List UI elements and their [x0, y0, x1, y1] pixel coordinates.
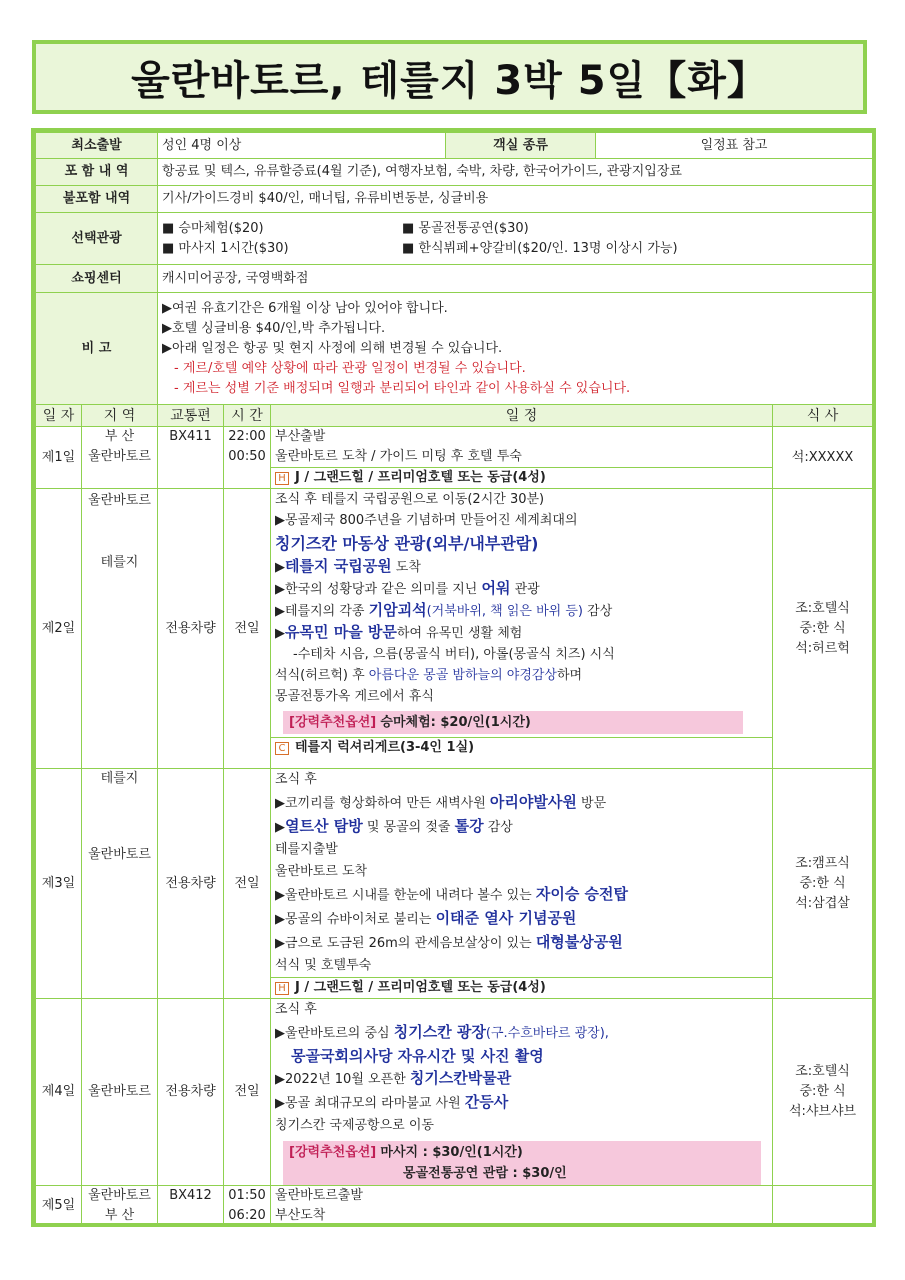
time-line: 06:20	[228, 1208, 266, 1223]
day4-time: 전일	[224, 999, 271, 1186]
text: ▶금으로 도금된 26m의 관세음보살상이 있는	[275, 936, 536, 951]
region-line: 울란바토르	[88, 449, 151, 464]
include-label: 포 함 내 역	[36, 159, 158, 186]
text: 석식(허르헉) 후	[275, 668, 369, 683]
note-line: ▶여권 유효기간은 6개월 이상 남아 있어야 합니다.	[162, 300, 448, 316]
region-line: 테를지	[100, 555, 139, 570]
place-name: 칭기스칸박물관	[409, 1069, 512, 1087]
meal-line: 조:호텔식	[795, 600, 850, 616]
options-value	[158, 213, 873, 265]
exclude-value: 기사/가이드경비 $40/인, 매너팁, 유류비변동분, 싱글비용	[158, 186, 873, 213]
meal-line: 중:한 식	[799, 875, 846, 891]
time-line: 00:50	[228, 449, 266, 464]
hotel-name: J / 그랜드힐 / 프리미엄호텔 또는 동급(4성)	[295, 980, 546, 995]
place-name: 간등사	[464, 1093, 509, 1111]
region-line: 울란바토르	[88, 1188, 151, 1203]
region-line: 울란바토르	[88, 493, 151, 508]
text: ▶몽골 최대규모의 라마불교 사원	[275, 1096, 465, 1111]
time-line: 22:00	[228, 429, 266, 444]
note-line-red: - 게르는 성별 기준 배정되며 일행과 분리되어 타인과 같이 사용하실 수 있습니다.	[174, 380, 631, 396]
schedule-line: 조식 후 테를지 국립공원으로 이동(2시간 30분)	[275, 492, 545, 507]
option-lead: [강력추천옵션]	[289, 1145, 377, 1160]
schedule-line: ▶몽골제국 800주년을 기념하며 만들어진 세계최대의	[275, 513, 578, 528]
place-name: 아리야발사원	[489, 793, 577, 811]
itinerary-table	[35, 132, 873, 1227]
day3-label: 제3일	[36, 769, 82, 999]
schedule-line	[275, 931, 768, 955]
text: ▶울란바토르의 중심	[275, 1026, 394, 1041]
region-line: 울란바토르	[88, 847, 151, 862]
day4-lines	[275, 999, 768, 1185]
day3-schedule	[271, 769, 773, 999]
text: 방문	[576, 796, 607, 811]
info-row-include	[36, 159, 873, 186]
header-day: 일 자	[36, 405, 82, 427]
schedule-line	[275, 1021, 768, 1045]
day5-region	[82, 1186, 158, 1227]
schedule-line: 울란바토르 도착 / 가이드 미팅 후 호텔 투숙	[275, 449, 522, 464]
day1-hotel	[271, 467, 772, 488]
schedule-line	[275, 907, 768, 931]
schedule-line: 칭기스칸 국제공항으로 이동	[275, 1118, 434, 1133]
option-item: ■ 마사지 1시간($30)	[162, 240, 289, 256]
schedule-line	[275, 1067, 768, 1091]
text: (거북바위, 책 읽은 바위 등)	[426, 604, 583, 619]
text: ▶테를지의 각종	[275, 604, 369, 619]
text: 관광	[510, 582, 540, 597]
day3-transport: 전용차량	[158, 769, 224, 999]
schedule-line	[275, 556, 768, 578]
day1-time	[224, 427, 271, 489]
meal-line: 석:샤브샤브	[788, 1104, 857, 1119]
schedule-line	[275, 665, 768, 686]
schedule-line: 몽골전통가옥 게르에서 휴식	[275, 689, 434, 704]
schedule-line: 테를지출발	[275, 842, 338, 857]
schedule-highlight: 몽골국회의사당 자유시간 및 사진 촬영	[291, 1047, 544, 1065]
text: ▶코끼리를 형상화하여 만든 새벽사원	[275, 796, 490, 811]
bullet: ▶	[275, 560, 286, 575]
min-departure-value: 성인 4명 이상	[158, 133, 446, 159]
schedule-line	[275, 622, 768, 644]
schedule-line	[275, 600, 768, 622]
region-line: 테를지	[100, 771, 139, 786]
text: ▶한국의 성황당과 같은 의미를 지닌	[275, 582, 482, 597]
text: ▶울란바토르 시내를 한눈에 내려다 볼수 있는	[275, 888, 536, 903]
schedule-line: 조식 후	[275, 1002, 317, 1017]
text: 도착	[391, 560, 421, 575]
day3-hotel	[271, 977, 772, 998]
notes-label: 비 고	[36, 293, 158, 405]
schedule-line: -수테차 시음, 으름(몽골식 버터), 아롤(몽골식 치즈) 시식	[293, 647, 615, 662]
day2-region	[82, 489, 158, 769]
day4-option-box	[275, 1141, 768, 1185]
day5-schedule	[271, 1186, 773, 1227]
day2-row	[36, 489, 873, 769]
day4-meal	[773, 999, 873, 1186]
place-name: 이태준 열사 기념공원	[435, 909, 577, 927]
schedule-line: 부산출발	[275, 429, 326, 444]
room-type-label: 객실 종류	[446, 133, 596, 159]
hotel-name: J / 그랜드힐 / 프리미엄호텔 또는 동급(4성)	[295, 470, 546, 485]
page-title: 울란바토르, 테를지 3박 5일【화】	[131, 57, 768, 104]
day2-meal	[773, 489, 873, 769]
exclude-label: 불포함 내역	[36, 186, 158, 213]
schedule-line	[275, 883, 768, 907]
schedule-line	[275, 578, 768, 600]
option-item: ■ 한식뷔페+양갈비($20/인. 13명 이상시 가능)	[402, 240, 678, 256]
meal-line: 중:한 식	[799, 620, 846, 636]
text: (구.수흐바타르 광장),	[485, 1026, 609, 1041]
day2-option-box	[275, 711, 768, 734]
day1-meal: 석:XXXXX	[773, 427, 873, 489]
note-line: ▶아래 일정은 항공 및 현지 사정에 의해 변경될 수 있습니다.	[162, 340, 503, 356]
day1-schedule	[271, 427, 773, 489]
hotel-icon: H	[275, 982, 289, 995]
option-item: ■ 몽골전통공연($30)	[402, 220, 529, 236]
day5-row	[36, 1186, 873, 1227]
option-item: ■ 승마체험($20)	[162, 220, 264, 236]
options-label: 선택관광	[36, 213, 158, 265]
schedule-line: 울란바토르 도착	[275, 864, 368, 879]
schedule-line	[275, 1091, 768, 1115]
header-meal: 식 사	[773, 405, 873, 427]
camp-icon: C	[275, 742, 289, 755]
info-row-options	[36, 213, 873, 265]
day1-label: 제1일	[36, 427, 82, 489]
bullet: ▶	[275, 820, 286, 835]
schedule-line: 울란바토르출발	[275, 1188, 363, 1203]
text: 아름다운 몽골 밤하늘의 야경감상	[368, 668, 557, 683]
day3-meal	[773, 769, 873, 999]
place-name: 톨강	[454, 817, 484, 835]
notes-value	[158, 293, 873, 405]
text: 및 몽골의 젖줄	[362, 820, 455, 835]
day4-label: 제4일	[36, 999, 82, 1186]
day5-time	[224, 1186, 271, 1227]
option-text: 몽골전통공연 관람 : $30/인	[403, 1166, 567, 1181]
place-name: 유목민 마을 방문	[285, 623, 397, 641]
note-line-red: - 게르/호텔 예약 상황에 따라 관광 일정이 변경될 수 있습니다.	[174, 360, 526, 376]
min-departure-label: 최소출발	[36, 133, 158, 159]
info-row-shopping	[36, 265, 873, 293]
title-banner	[32, 40, 867, 114]
meal-line: 조:호텔식	[795, 1064, 850, 1079]
place-name: 칭기스칸 광장	[393, 1023, 486, 1041]
day1-region	[82, 427, 158, 489]
meal-line: 석:삼겹살	[795, 895, 850, 911]
day1-row	[36, 427, 873, 489]
place-name: 기암괴석	[368, 601, 427, 619]
room-type-value: 일정표 참고	[596, 133, 873, 159]
place-name: 열트산 탐방	[285, 817, 363, 835]
day4-region: 울란바토르	[82, 999, 158, 1186]
region-line: 부 산	[104, 1208, 135, 1223]
hotel-name: 테를지 럭셔리게르(3-4인 1실)	[295, 740, 475, 755]
meal-line: 조:캠프식	[795, 855, 850, 871]
text: ▶몽골의 슈바이처로 불리는	[275, 912, 436, 927]
time-line: 01:50	[228, 1188, 266, 1203]
day3-row	[36, 769, 873, 999]
include-value: 항공료 및 텍스, 유류할증료(4월 기준), 여행자보험, 숙박, 차량, 한국어가이드, 관광지입장료	[158, 159, 873, 186]
note-line: ▶호텔 싱글비용 $40/인,박 추가됩니다.	[162, 320, 386, 336]
day4-transport: 전용차량	[158, 999, 224, 1186]
day1-transport: BX411	[158, 427, 224, 489]
header-schedule: 일 정	[271, 405, 773, 427]
header-region: 지 역	[82, 405, 158, 427]
place-name: 어워	[481, 579, 511, 597]
meal-line: 중:한 식	[799, 1084, 846, 1099]
schedule-header-row	[36, 405, 873, 427]
day3-time: 전일	[224, 769, 271, 999]
day2-schedule	[271, 489, 773, 769]
schedule-line	[275, 791, 768, 815]
day5-label: 제5일	[36, 1186, 82, 1227]
day5-transport: BX412	[158, 1186, 224, 1227]
text: 감상	[483, 820, 513, 835]
shopping-label: 쇼핑센터	[36, 265, 158, 293]
schedule-highlight: 칭기즈칸 마동상 관광(외부/내부관람)	[275, 534, 539, 553]
day2-lines	[271, 489, 772, 734]
day3-lines	[271, 769, 772, 977]
hotel-icon: H	[275, 472, 289, 485]
option-text: 승마체험: $20/인(1시간)	[380, 715, 531, 730]
option-lead: [강력추천옵션]	[289, 715, 377, 730]
option-text: 마사지 : $30/인(1시간)	[380, 1145, 523, 1160]
schedule-line: 석식 및 호텔투숙	[275, 958, 372, 973]
place-name: 자이승 승전탑	[535, 885, 629, 903]
place-name: 테를지 국립공원	[285, 557, 392, 575]
header-transport: 교통편	[158, 405, 224, 427]
text: 하며	[557, 668, 583, 683]
schedule-line	[275, 815, 768, 839]
text: 하여 유목민 생활 체험	[396, 626, 523, 641]
text: 감상	[583, 604, 613, 619]
day5-meal	[773, 1186, 873, 1227]
schedule-line: 조식 후	[275, 772, 317, 787]
day3-region	[82, 769, 158, 999]
itinerary-frame	[31, 128, 876, 1227]
day2-transport: 전용차량	[158, 489, 224, 769]
day4-schedule	[271, 999, 773, 1186]
info-row-min	[36, 133, 873, 159]
text: ▶2022년 10월 오픈한	[275, 1072, 410, 1087]
info-row-notes	[36, 293, 873, 405]
day2-time: 전일	[224, 489, 271, 769]
info-row-exclude	[36, 186, 873, 213]
day2-label: 제2일	[36, 489, 82, 769]
header-time: 시 간	[224, 405, 271, 427]
region-line: 부 산	[104, 429, 135, 444]
day2-hotel	[271, 737, 772, 758]
schedule-line: 부산도착	[275, 1208, 326, 1223]
shopping-value: 캐시미어공장, 국영백화점	[158, 265, 873, 293]
bullet: ▶	[275, 626, 286, 641]
place-name: 대형불상공원	[535, 933, 623, 951]
meal-line: 석:허르헉	[795, 640, 850, 656]
day4-row	[36, 999, 873, 1186]
